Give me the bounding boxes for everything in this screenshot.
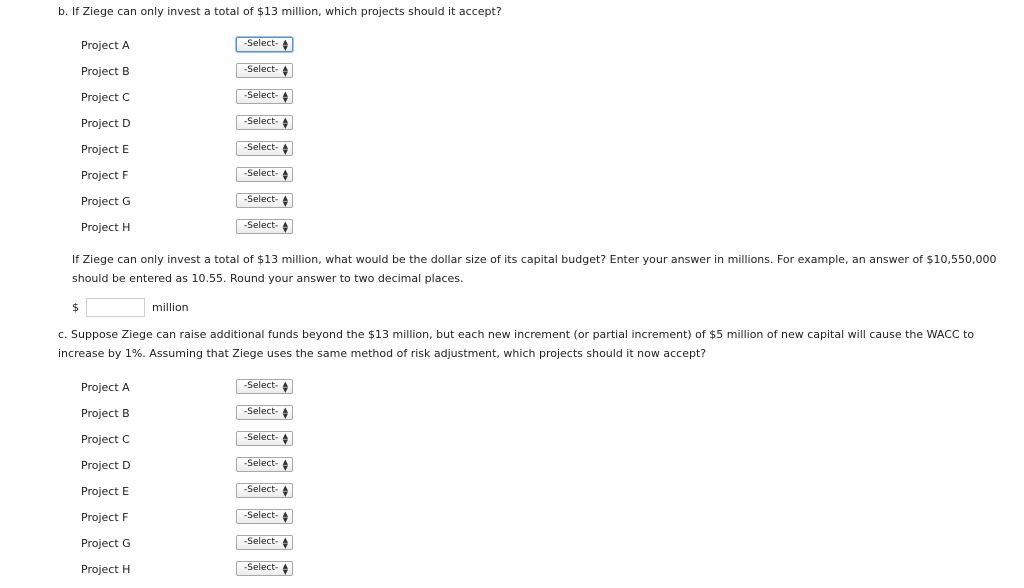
part-c-row-project-c	[0, 431, 1024, 449]
project-label: Project F	[81, 169, 129, 182]
project-label: Project A	[81, 39, 130, 52]
select-value: -Select-	[244, 407, 279, 417]
part-b-project-a-select[interactable]	[236, 37, 293, 52]
part-b-row-project-e	[0, 141, 1024, 159]
select-value: -Select-	[244, 39, 279, 49]
part-b-row-project-b	[0, 63, 1024, 81]
unit-label: million	[152, 301, 189, 314]
select-arrows-icon: ▲ ▼	[282, 64, 288, 78]
select-value: -Select-	[244, 91, 279, 101]
part-c-question-text: c. Suppose Ziege can raise additional funds beyond the $13 million, but each new increment (or partial increment) of $5 million of new capital will cause the WACC to increase by 1%. Assuming that Ziege uses the same method of risk adjustment, which projects should it now accept?	[58, 328, 975, 360]
part-b-project-b-select[interactable]	[236, 63, 293, 78]
select-arrows-icon: ▲ ▼	[282, 90, 288, 104]
part-c-project-g-select[interactable]	[236, 535, 293, 550]
select-arrows-icon: ▲ ▼	[282, 562, 288, 576]
project-label: Project F	[81, 511, 129, 524]
part-b-project-h-select[interactable]	[236, 219, 293, 234]
part-b-row-project-h	[0, 219, 1024, 237]
part-c-row-project-e	[0, 483, 1024, 501]
part-c-row-project-a	[0, 379, 1024, 397]
select-value: -Select-	[244, 117, 279, 127]
select-value: -Select-	[244, 563, 279, 573]
currency-symbol: $	[72, 301, 79, 314]
capital-budget-input[interactable]	[86, 298, 145, 317]
budget-question: If Ziege can only invest a total of $13 million, what would be the dollar size of its capital budget? Enter your answer in millions. For example, an answer of $10,550,000 should be entered as 10.55. Round your answer to two decimal places.	[72, 253, 997, 285]
part-b-project-e-select[interactable]	[236, 141, 293, 156]
select-value: -Select-	[244, 537, 279, 547]
part-c-row-project-g	[0, 535, 1024, 553]
select-value: -Select-	[244, 459, 279, 469]
part-c-project-f-select[interactable]	[236, 509, 293, 524]
select-arrows-icon: ▲ ▼	[282, 194, 288, 208]
part-c-project-b-select[interactable]	[236, 405, 293, 420]
part-b-project-f-select[interactable]	[236, 167, 293, 182]
select-value: -Select-	[244, 65, 279, 75]
part-b-project-c-select[interactable]	[236, 89, 293, 104]
select-arrows-icon: ▲ ▼	[282, 116, 288, 130]
part-c-row-project-h	[0, 561, 1024, 579]
part-b-row-project-c	[0, 89, 1024, 107]
select-value: -Select-	[244, 433, 279, 443]
select-value: -Select-	[244, 221, 279, 231]
select-arrows-icon: ▲ ▼	[282, 142, 288, 156]
part-b-project-d-select[interactable]	[236, 115, 293, 130]
project-label: Project B	[81, 65, 130, 78]
project-label: Project A	[81, 381, 130, 394]
project-label: Project G	[81, 195, 131, 208]
part-c-project-c-select[interactable]	[236, 431, 293, 446]
select-arrows-icon: ▲ ▼	[282, 536, 288, 550]
select-arrows-icon: ▲ ▼	[282, 458, 288, 472]
select-arrows-icon: ▲ ▼	[282, 380, 288, 394]
project-label: Project C	[81, 433, 130, 446]
select-arrows-icon: ▲ ▼	[282, 168, 288, 182]
project-label: Project H	[81, 563, 131, 576]
part-c-project-a-select[interactable]	[236, 379, 293, 394]
select-value: -Select-	[244, 485, 279, 495]
part-c-question	[58, 325, 978, 363]
project-label: Project D	[81, 117, 131, 130]
project-label: Project H	[81, 221, 131, 234]
part-b-row-project-f	[0, 167, 1024, 185]
project-label: Project G	[81, 537, 131, 550]
part-b-row-project-a	[0, 37, 1024, 55]
select-arrows-icon: ▲ ▼	[282, 484, 288, 498]
select-arrows-icon: ▲ ▼	[282, 220, 288, 234]
part-b-project-g-select[interactable]	[236, 193, 293, 208]
part-c-row-project-f	[0, 509, 1024, 527]
project-label: Project D	[81, 459, 131, 472]
part-c-project-d-select[interactable]	[236, 457, 293, 472]
select-value: -Select-	[244, 195, 279, 205]
select-arrows-icon: ▲ ▼	[282, 510, 288, 524]
part-c-row-project-b	[0, 405, 1024, 423]
select-value: -Select-	[244, 169, 279, 179]
select-arrows-icon: ▲ ▼	[282, 38, 288, 52]
part-b-row-project-d	[0, 115, 1024, 133]
project-label: Project C	[81, 91, 130, 104]
select-value: -Select-	[244, 381, 279, 391]
part-c-project-e-select[interactable]	[236, 483, 293, 498]
part-b-row-project-g	[0, 193, 1024, 211]
part-c-project-h-select[interactable]	[236, 561, 293, 576]
part-c-row-project-d	[0, 457, 1024, 475]
select-arrows-icon: ▲ ▼	[282, 432, 288, 446]
project-label: Project B	[81, 407, 130, 420]
project-label: Project E	[81, 485, 130, 498]
select-value: -Select-	[244, 143, 279, 153]
project-label: Project E	[81, 143, 130, 156]
select-value: -Select-	[244, 511, 279, 521]
part-b-question: b. If Ziege can only invest a total of $13 million, which projects should it accept?	[58, 5, 502, 18]
select-arrows-icon: ▲ ▼	[282, 406, 288, 420]
